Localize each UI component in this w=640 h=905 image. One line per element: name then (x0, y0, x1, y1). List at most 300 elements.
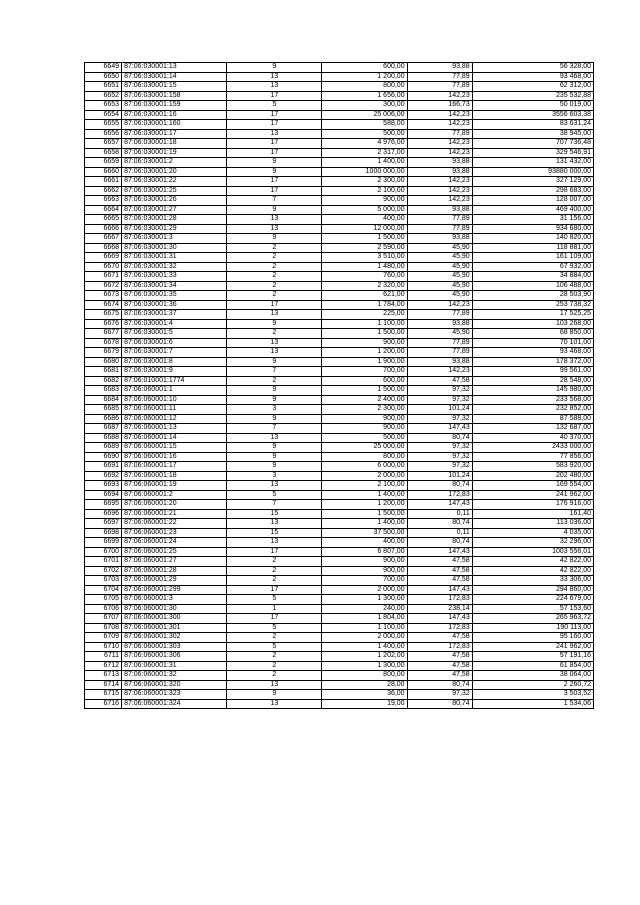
area-cell: 25 006,00 (322, 110, 407, 120)
area-cell: 240,00 (322, 604, 407, 614)
table-row (85, 291, 594, 301)
row-number-cell: 6686 (85, 414, 122, 424)
value-cell: 33 306,00 (472, 576, 593, 586)
area-cell: 1 100,00 (322, 319, 407, 329)
rate-cell: 45,90 (407, 253, 472, 263)
rate-cell: 97,32 (407, 386, 472, 396)
rate-cell: 147,43 (407, 424, 472, 434)
area-cell: 500,00 (322, 129, 407, 139)
table-row (85, 566, 594, 576)
row-number-cell: 6656 (85, 129, 122, 139)
group-cell: 13 (227, 224, 322, 234)
group-cell: 17 (227, 139, 322, 149)
row-number-cell: 6670 (85, 262, 122, 272)
area-cell: 2 300,00 (322, 177, 407, 187)
area-cell: 36,00 (322, 690, 407, 700)
area-cell: 2 320,00 (322, 281, 407, 291)
area-cell: 19,00 (322, 699, 407, 709)
table-row (85, 186, 594, 196)
value-cell: 34 884,00 (472, 272, 593, 282)
area-cell: 1 400,00 (322, 642, 407, 652)
value-cell: 241 962,00 (472, 642, 593, 652)
value-cell: 161,40 (472, 509, 593, 519)
area-cell: 400,00 (322, 538, 407, 548)
row-number-cell: 6689 (85, 443, 122, 453)
area-cell: 2 300,00 (322, 405, 407, 415)
cadastral-number-cell: 87:06:060001:19 (122, 481, 227, 491)
area-cell: 1 500,00 (322, 386, 407, 396)
rate-cell: 142,23 (407, 196, 472, 206)
value-cell: 178 372,00 (472, 357, 593, 367)
row-number-cell: 6713 (85, 671, 122, 681)
value-cell: 169 554,00 (472, 481, 593, 491)
rate-cell: 47,58 (407, 661, 472, 671)
value-cell: 132 687,00 (472, 424, 593, 434)
table-row (85, 585, 594, 595)
table-row (85, 243, 594, 253)
cadastral-number-cell: 87:06:030001:13 (122, 63, 227, 73)
table-row (85, 699, 594, 709)
table-row (85, 329, 594, 339)
area-cell: 900,00 (322, 557, 407, 567)
value-cell: 1003 556,01 (472, 547, 593, 557)
cadastral-number-cell: 87:06:030001:29 (122, 224, 227, 234)
row-number-cell: 6652 (85, 91, 122, 101)
table-row (85, 519, 594, 529)
value-cell: 294 860,00 (472, 585, 593, 595)
value-cell: 128 007,00 (472, 196, 593, 206)
value-cell: 140 820,00 (472, 234, 593, 244)
rate-cell: 172,83 (407, 642, 472, 652)
area-cell: 500,00 (322, 433, 407, 443)
row-number-cell: 6715 (85, 690, 122, 700)
table-row (85, 528, 594, 538)
rate-cell: 147,43 (407, 500, 472, 510)
area-cell: 37 500,00 (322, 528, 407, 538)
value-cell: 17 525,25 (472, 310, 593, 320)
group-cell: 9 (227, 158, 322, 168)
cadastral-number-cell: 87:06:030001:7 (122, 348, 227, 358)
row-number-cell: 6705 (85, 595, 122, 605)
cadastral-number-cell: 87:06:060001:28 (122, 566, 227, 576)
value-cell: 583 920,00 (472, 462, 593, 472)
group-cell: 9 (227, 386, 322, 396)
cadastral-number-cell: 87:06:060001:301 (122, 623, 227, 633)
value-cell: 1 534,06 (472, 699, 593, 709)
group-cell: 5 (227, 101, 322, 111)
value-cell: 70 101,00 (472, 338, 593, 348)
group-cell: 13 (227, 699, 322, 709)
group-cell: 13 (227, 481, 322, 491)
table-row (85, 253, 594, 263)
group-cell: 2 (227, 576, 322, 586)
table-row (85, 357, 594, 367)
group-cell: 1 (227, 604, 322, 614)
value-cell: 50 019,00 (472, 101, 593, 111)
row-number-cell: 6654 (85, 110, 122, 120)
group-cell: 3 (227, 405, 322, 415)
cadastral-number-cell: 87:06:030001:15 (122, 82, 227, 92)
row-number-cell: 6671 (85, 272, 122, 282)
cadastral-number-cell: 87:06:060001:11 (122, 405, 227, 415)
table-row (85, 395, 594, 405)
rate-cell: 77,89 (407, 310, 472, 320)
table-row (85, 671, 594, 681)
rate-cell: 0,11 (407, 528, 472, 538)
area-cell: 900,00 (322, 424, 407, 434)
value-cell: 329 546,91 (472, 148, 593, 158)
area-cell: 2 100,00 (322, 481, 407, 491)
rate-cell: 47,58 (407, 557, 472, 567)
group-cell: 5 (227, 642, 322, 652)
area-cell: 600,00 (322, 63, 407, 73)
group-cell: 5 (227, 623, 322, 633)
rate-cell: 45,90 (407, 329, 472, 339)
rate-cell: 77,89 (407, 82, 472, 92)
value-cell: 232 852,00 (472, 405, 593, 415)
cadastral-number-cell: 87:06:060001:15 (122, 443, 227, 453)
rate-cell: 80,74 (407, 538, 472, 548)
rate-cell: 45,90 (407, 262, 472, 272)
group-cell: 17 (227, 148, 322, 158)
area-cell: 4 976,00 (322, 139, 407, 149)
rate-cell: 142,23 (407, 91, 472, 101)
value-cell: 68 850,00 (472, 329, 593, 339)
rate-cell: 166,73 (407, 101, 472, 111)
cadastral-number-cell: 87:06:060001:299 (122, 585, 227, 595)
table-row (85, 177, 594, 187)
rate-cell: 101,24 (407, 471, 472, 481)
area-cell: 6 000,00 (322, 462, 407, 472)
rate-cell: 238,14 (407, 604, 472, 614)
table-row (85, 481, 594, 491)
value-cell: 3 503,52 (472, 690, 593, 700)
table-row (85, 509, 594, 519)
area-cell: 1 200,00 (322, 500, 407, 510)
value-cell: 469 400,00 (472, 205, 593, 215)
rate-cell: 93,88 (407, 234, 472, 244)
row-number-cell: 6710 (85, 642, 122, 652)
area-cell: 2 100,00 (322, 186, 407, 196)
cadastral-number-cell: 87:06:060001:303 (122, 642, 227, 652)
table-row (85, 680, 594, 690)
rate-cell: 147,43 (407, 614, 472, 624)
rate-cell: 142,23 (407, 139, 472, 149)
table-row (85, 462, 594, 472)
rate-cell: 80,74 (407, 519, 472, 529)
row-number-cell: 6649 (85, 63, 122, 73)
rate-cell: 47,58 (407, 671, 472, 681)
table-row (85, 538, 594, 548)
area-cell: 6 807,00 (322, 547, 407, 557)
row-number-cell: 6672 (85, 281, 122, 291)
row-number-cell: 6673 (85, 291, 122, 301)
table-row (85, 652, 594, 662)
rate-cell: 80,74 (407, 699, 472, 709)
table-row (85, 614, 594, 624)
group-cell: 15 (227, 528, 322, 538)
cadastral-number-cell: 87:06:060001:320 (122, 680, 227, 690)
area-cell: 1 400,00 (322, 158, 407, 168)
cadastral-number-cell: 87:06:030001:34 (122, 281, 227, 291)
cadastral-number-cell: 87:06:030001:2 (122, 158, 227, 168)
area-cell: 300,00 (322, 101, 407, 111)
cadastral-number-cell: 87:06:060001:25 (122, 547, 227, 557)
rate-cell: 142,23 (407, 148, 472, 158)
table-row (85, 310, 594, 320)
value-cell: 265 963,72 (472, 614, 593, 624)
value-cell: 2 260,72 (472, 680, 593, 690)
cadastral-number-cell: 87:06:060001:30 (122, 604, 227, 614)
cadastral-number-cell: 87:06:060001:323 (122, 690, 227, 700)
cadastral-number-cell: 87:06:060001:13 (122, 424, 227, 434)
group-cell: 9 (227, 234, 322, 244)
table-row (85, 490, 594, 500)
value-cell: 31 156,00 (472, 215, 593, 225)
rate-cell: 93,88 (407, 167, 472, 177)
rate-cell: 93,88 (407, 357, 472, 367)
group-cell: 2 (227, 281, 322, 291)
row-number-cell: 6707 (85, 614, 122, 624)
rate-cell: 93,88 (407, 63, 472, 73)
table-row (85, 129, 594, 139)
row-number-cell: 6685 (85, 405, 122, 415)
rate-cell: 97,32 (407, 395, 472, 405)
cadastral-number-cell: 87:06:060001:21 (122, 509, 227, 519)
table-row (85, 642, 594, 652)
value-cell: 57 153,60 (472, 604, 593, 614)
group-cell: 13 (227, 129, 322, 139)
row-number-cell: 6668 (85, 243, 122, 253)
group-cell: 9 (227, 414, 322, 424)
value-cell: 176 916,00 (472, 500, 593, 510)
table-row (85, 414, 594, 424)
area-cell: 900,00 (322, 566, 407, 576)
area-cell: 28,00 (322, 680, 407, 690)
cadastral-number-cell: 87:06:030001:158 (122, 91, 227, 101)
rate-cell: 97,32 (407, 443, 472, 453)
table-row (85, 63, 594, 73)
group-cell: 17 (227, 120, 322, 130)
cadastral-number-cell: 87:06:060001:300 (122, 614, 227, 624)
group-cell: 13 (227, 72, 322, 82)
cadastral-number-cell: 87:06:060001:306 (122, 652, 227, 662)
cadastral-value-table (84, 62, 594, 709)
area-cell: 1 200,00 (322, 348, 407, 358)
cadastral-number-cell: 87:06:030001:4 (122, 319, 227, 329)
area-cell: 2 000,00 (322, 633, 407, 643)
row-number-cell: 6699 (85, 538, 122, 548)
table-row (85, 376, 594, 386)
row-number-cell: 6701 (85, 557, 122, 567)
group-cell: 15 (227, 509, 322, 519)
rate-cell: 97,32 (407, 414, 472, 424)
area-cell: 1 480,00 (322, 262, 407, 272)
value-cell: 28 503,90 (472, 291, 593, 301)
rate-cell: 101,24 (407, 405, 472, 415)
rate-cell: 45,90 (407, 243, 472, 253)
area-cell: 1 500,00 (322, 329, 407, 339)
row-number-cell: 6674 (85, 300, 122, 310)
group-cell: 5 (227, 490, 322, 500)
value-cell: 118 881,00 (472, 243, 593, 253)
table-row (85, 101, 594, 111)
area-cell: 1 202,00 (322, 652, 407, 662)
area-cell: 1 804,00 (322, 614, 407, 624)
cadastral-number-cell: 87:06:030001:14 (122, 72, 227, 82)
row-number-cell: 6694 (85, 490, 122, 500)
group-cell: 2 (227, 329, 322, 339)
table-row (85, 139, 594, 149)
table-row (85, 595, 594, 605)
value-cell: 106 488,00 (472, 281, 593, 291)
value-cell: 235 532,88 (472, 91, 593, 101)
cadastral-number-cell: 87:06:060001:10 (122, 395, 227, 405)
group-cell: 9 (227, 462, 322, 472)
cadastral-number-cell: 87:06:060001:1 (122, 386, 227, 396)
group-cell: 2 (227, 376, 322, 386)
value-cell: 233 568,00 (472, 395, 593, 405)
area-cell: 700,00 (322, 576, 407, 586)
group-cell: 17 (227, 110, 322, 120)
group-cell: 17 (227, 186, 322, 196)
value-cell: 38 945,00 (472, 129, 593, 139)
rate-cell: 45,90 (407, 272, 472, 282)
value-cell: 241 962,00 (472, 490, 593, 500)
cadastral-number-cell: 87:06:030001:160 (122, 120, 227, 130)
cadastral-number-cell: 87:06:030001:6 (122, 338, 227, 348)
cadastral-number-cell: 87:06:060001:17 (122, 462, 227, 472)
area-cell: 1 900,00 (322, 357, 407, 367)
rate-cell: 47,58 (407, 566, 472, 576)
group-cell: 2 (227, 633, 322, 643)
area-cell: 1 656,00 (322, 91, 407, 101)
value-cell: 28 548,00 (472, 376, 593, 386)
row-number-cell: 6669 (85, 253, 122, 263)
cadastral-number-cell: 87:06:030001:31 (122, 253, 227, 263)
row-number-cell: 6667 (85, 234, 122, 244)
row-number-cell: 6692 (85, 471, 122, 481)
cadastral-number-cell: 87:06:030001:35 (122, 291, 227, 301)
cadastral-number-cell: 87:06:060001:324 (122, 699, 227, 709)
group-cell: 2 (227, 272, 322, 282)
cadastral-number-cell: 87:06:060001:302 (122, 633, 227, 643)
group-cell: 2 (227, 671, 322, 681)
group-cell: 2 (227, 652, 322, 662)
cadastral-number-cell: 87:06:060001:3 (122, 595, 227, 605)
cadastral-number-cell: 87:06:030001:159 (122, 101, 227, 111)
table-row (85, 262, 594, 272)
group-cell: 9 (227, 357, 322, 367)
group-cell: 9 (227, 63, 322, 73)
table-row (85, 215, 594, 225)
table-row (85, 557, 594, 567)
area-cell: 1 100,00 (322, 623, 407, 633)
rate-cell: 47,58 (407, 652, 472, 662)
row-number-cell: 6697 (85, 519, 122, 529)
value-cell: 77 856,00 (472, 452, 593, 462)
table-row (85, 576, 594, 586)
group-cell: 17 (227, 300, 322, 310)
rate-cell: 147,43 (407, 585, 472, 595)
value-cell: 56 328,00 (472, 63, 593, 73)
rate-cell: 77,89 (407, 129, 472, 139)
group-cell: 2 (227, 253, 322, 263)
area-cell: 588,00 (322, 120, 407, 130)
table-row (85, 405, 594, 415)
table-row (85, 205, 594, 215)
row-number-cell: 6677 (85, 329, 122, 339)
table-row (85, 500, 594, 510)
value-cell: 57 191,16 (472, 652, 593, 662)
cadastral-number-cell: 87:06:030001:25 (122, 186, 227, 196)
row-number-cell: 6704 (85, 585, 122, 595)
row-number-cell: 6653 (85, 101, 122, 111)
rate-cell: 47,58 (407, 576, 472, 586)
group-cell: 13 (227, 519, 322, 529)
value-cell: 327 129,00 (472, 177, 593, 187)
area-cell: 1 200,00 (322, 72, 407, 82)
rate-cell: 97,32 (407, 690, 472, 700)
area-cell: 621,00 (322, 291, 407, 301)
rate-cell: 97,32 (407, 462, 472, 472)
table-row (85, 224, 594, 234)
cadastral-number-cell: 87:06:060001:24 (122, 538, 227, 548)
group-cell: 17 (227, 547, 322, 557)
group-cell: 13 (227, 680, 322, 690)
table-row (85, 72, 594, 82)
cadastral-number-cell: 87:06:030001:17 (122, 129, 227, 139)
rate-cell: 45,90 (407, 291, 472, 301)
value-cell: 38 064,00 (472, 671, 593, 681)
table-row (85, 443, 594, 453)
group-cell: 13 (227, 82, 322, 92)
cadastral-number-cell: 87:06:060001:22 (122, 519, 227, 529)
area-cell: 800,00 (322, 82, 407, 92)
cadastral-number-cell: 87:06:030001:19 (122, 148, 227, 158)
area-cell: 1 300,00 (322, 595, 407, 605)
area-cell: 900,00 (322, 196, 407, 206)
area-cell: 1 400,00 (322, 519, 407, 529)
area-cell: 2 400,00 (322, 395, 407, 405)
rate-cell: 47,58 (407, 633, 472, 643)
rate-cell: 77,89 (407, 338, 472, 348)
cadastral-number-cell: 87:06:060001:2 (122, 490, 227, 500)
group-cell: 7 (227, 500, 322, 510)
row-number-cell: 6683 (85, 386, 122, 396)
value-cell: 83 631,24 (472, 120, 593, 130)
cadastral-number-cell: 87:06:030001:3 (122, 234, 227, 244)
rate-cell: 93,88 (407, 205, 472, 215)
table-row (85, 272, 594, 282)
table-row (85, 120, 594, 130)
cadastral-number-cell: 87:06:060001:18 (122, 471, 227, 481)
rate-cell: 142,23 (407, 367, 472, 377)
table-row (85, 433, 594, 443)
area-cell: 12 000,00 (322, 224, 407, 234)
area-cell: 1 300,00 (322, 661, 407, 671)
value-cell: 32 296,00 (472, 538, 593, 548)
row-number-cell: 6657 (85, 139, 122, 149)
row-number-cell: 6695 (85, 500, 122, 510)
row-number-cell: 6702 (85, 566, 122, 576)
rate-cell: 77,89 (407, 215, 472, 225)
cadastral-number-cell: 87:06:030001:27 (122, 205, 227, 215)
group-cell: 2 (227, 661, 322, 671)
area-cell: 1 400,00 (322, 490, 407, 500)
row-number-cell: 6664 (85, 205, 122, 215)
group-cell: 17 (227, 585, 322, 595)
